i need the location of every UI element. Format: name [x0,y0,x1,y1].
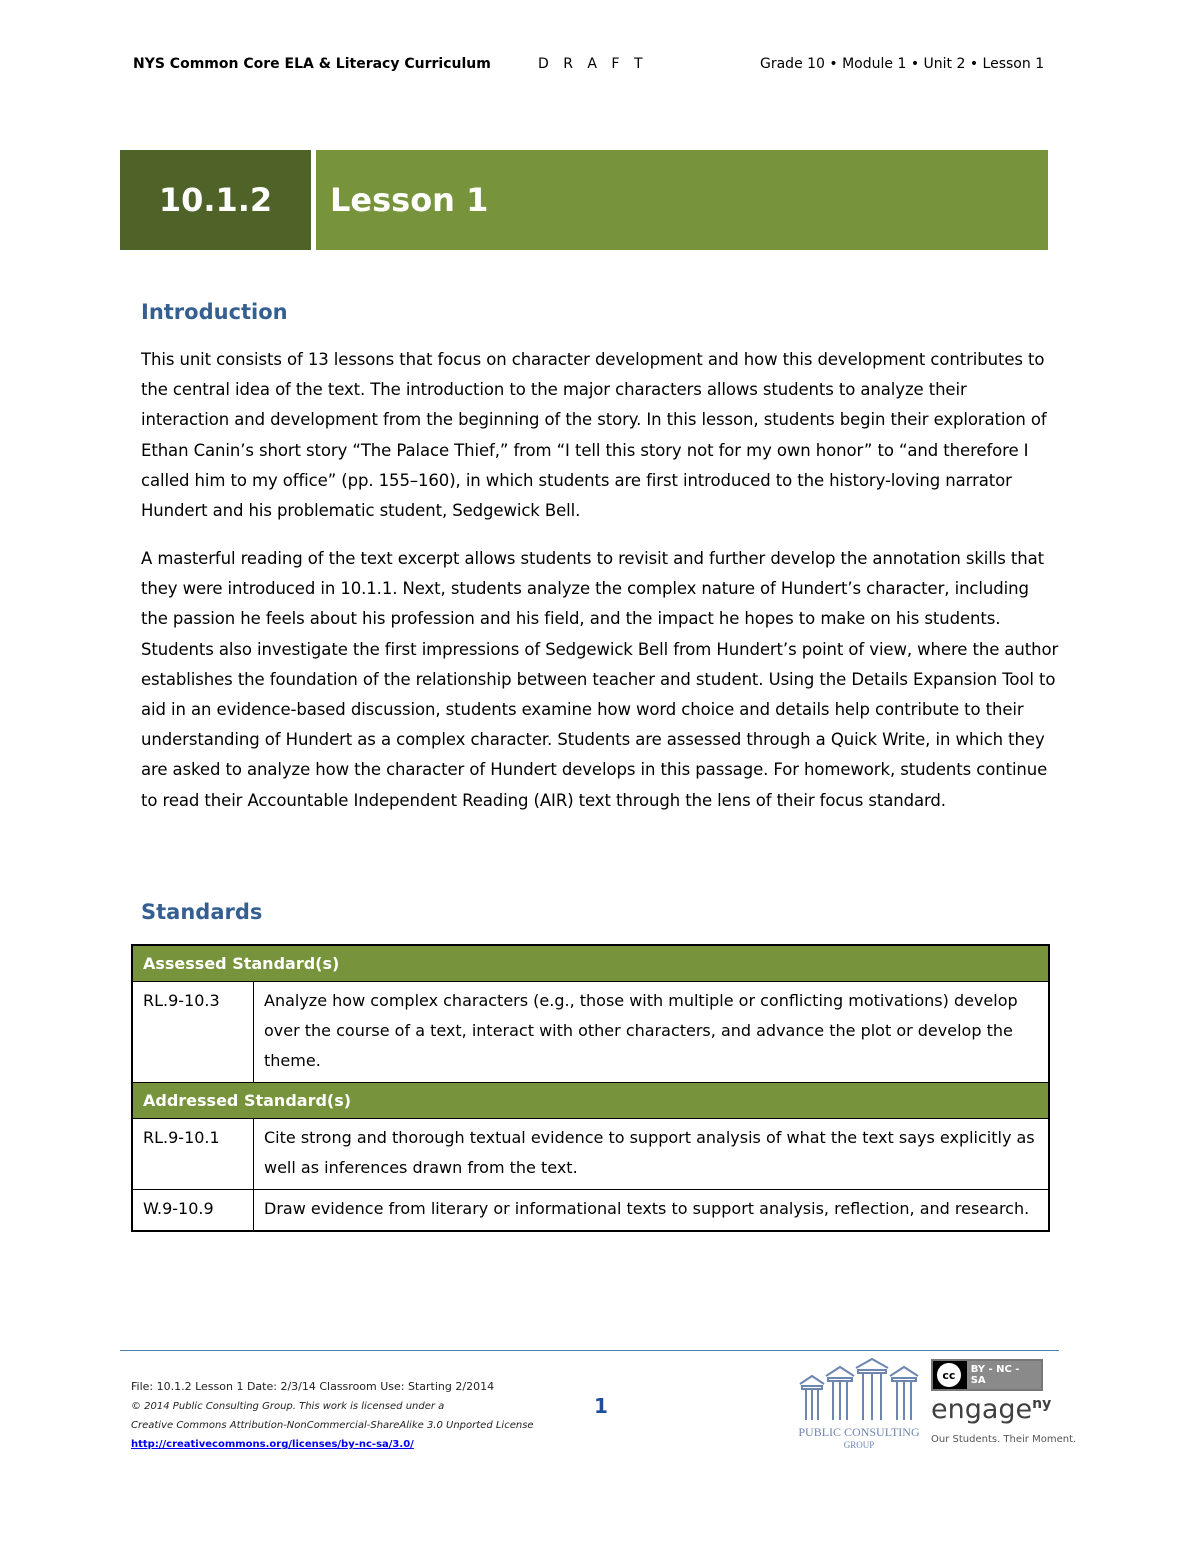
header-draft-mark: D R A F T [538,56,648,72]
standards-table [131,944,1050,1232]
standard-text: Analyze how complex characters (e.g., those with multiple or conflicting motivations) develop over the course of a text, interact with other characters, and advance the plot or develop the theme. [254,982,1050,1083]
standard-code: RL.9-10.3 [132,982,254,1083]
footer-file-info: File: 10.1.2 Lesson 1 Date: 2/3/14 Classroom Use: Starting 2/2014 [131,1380,495,1393]
cc-terms: BY - NC - SA [967,1361,1041,1389]
standard-text: Draw evidence from literary or informational texts to support analysis, reflection, and research. [254,1190,1050,1232]
pcg-wordmark-group: GROUP [843,1440,875,1450]
engageny-tagline: Our Students. Their Moment. [931,1434,1077,1445]
standard-text: Cite strong and thorough textual evidence to support analysis of what the text says explicitly as well as inferences drawn from the text. [254,1119,1050,1190]
cc-license-badge [931,1359,1043,1391]
standard-code: RL.9-10.1 [132,1119,254,1190]
pcg-wordmark: PUBLIC CONSULTING [798,1425,920,1439]
header-lesson-path: Grade 10 • Module 1 • Unit 2 • Lesson 1 [760,56,1045,72]
lesson-title: Lesson 1 [330,181,489,219]
assessed-group-label: Assessed Standard(s) [132,945,1049,982]
lesson-code-banner [120,150,311,250]
footer-divider [120,1350,1059,1351]
engageny-logo [931,1394,1051,1425]
pcg-logo [798,1358,920,1450]
pcg-columns-icon [798,1358,920,1450]
lesson-code: 10.1.2 [158,181,273,219]
standard-code: W.9-10.9 [132,1190,254,1232]
introduction-paragraph-2: A masterful reading of the text excerpt allows students to revisit and further develop the annotation skills that they were introduced in 10.1.1. Next, students analyze the complex nature of Hundert’s character, including the passion he feels about his profession and his field, and the impact he hopes to make on his students. Students also investigate the first impressions of Sedgewick Bell from Hundert’s point of view, where the author establishes the foundation of the relationship between teacher and student. Using the Details Expansion Tool to aid in an evidence-based discussion, students examine how word choice and details help contribute to their understanding of Hundert as a complex character. Students are assessed through a Quick Write, in which they are asked to analyze how the character of Hundert develops in this passage. For homework, students continue to read their Accountable Independent Reading (AIR) text through the lens of their focus standard. [141,549,1059,810]
footer-license: Creative Commons Attribution-NonCommercial-ShareAlike 3.0 Unported License [131,1420,534,1431]
page-number: 1 [594,1394,608,1418]
addressed-group-label: Addressed Standard(s) [132,1083,1049,1119]
lesson-title-banner [316,150,1048,250]
footer-copyright: © 2014 Public Consulting Group. This work is licensed under a [131,1401,445,1412]
standards-heading: Standards [141,900,263,924]
table-row [132,1190,1049,1232]
addressed-group-row [132,1083,1049,1119]
header-curriculum-title: NYS Common Core ELA & Literacy Curriculum [133,56,491,72]
assessed-group-row [132,945,1049,982]
table-row [132,1119,1049,1190]
introduction-paragraph-1: This unit consists of 13 lessons that focus on character development and how this development contributes to the central idea of the text. The introduction to the major characters allows students to analyze their interaction and development from the beginning of the story. In this lesson, students begin their exploration of Ethan Canin’s short story “The Palace Thief,” from “I tell this story not for my own honor” to “and therefore I called him to my office” (pp. 155–160), in which students are first introduced to the history-loving narrator Hundert and his problematic student, Sedgewick Bell. [141,350,1047,521]
table-row [132,982,1049,1083]
engage-word: engage [931,1394,1033,1425]
engage-superscript: ny [1032,1396,1052,1412]
license-link[interactable]: http://creativecommons.org/licenses/by-nc-sa/3.0/ [131,1439,414,1450]
introduction-heading: Introduction [141,300,288,324]
cc-icon: cc [937,1363,961,1387]
